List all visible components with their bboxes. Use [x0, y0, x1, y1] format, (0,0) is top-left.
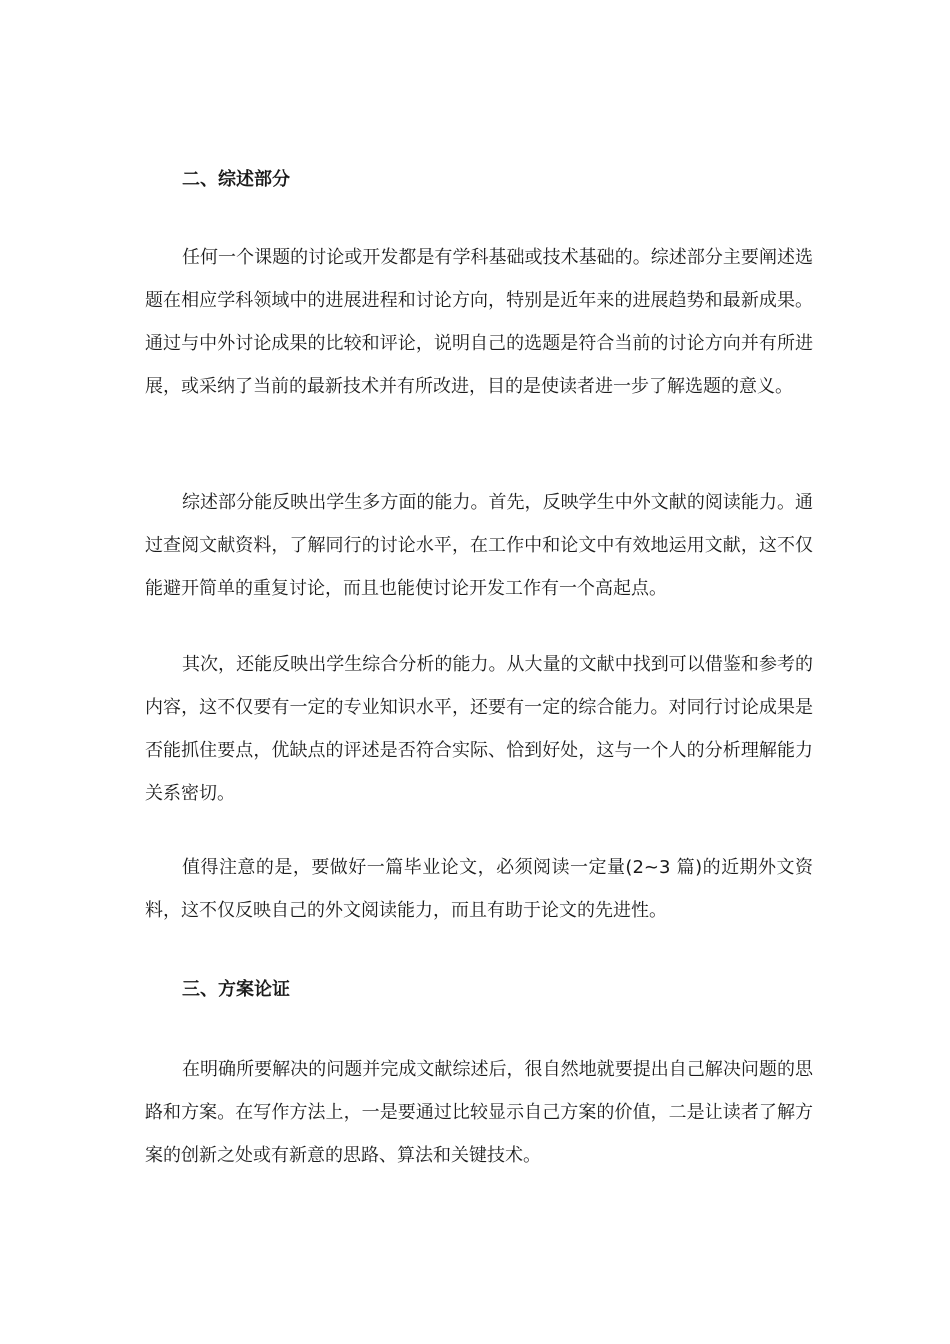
paragraph-proposal-intro: 在明确所要解决的问题并完成文献综述后，很自然地就要提出自己解决问题的思路和方案。在写作方法上，一是要通过比较显示自己方案的价值，二是让读者了解方案的创新之处或有新意的思路、算法和关键技术。	[145, 1059, 813, 1166]
paragraph-summary-intro: 任何一个课题的讨论或开发都是有学科基础或技术基础的。综述部分主要阐述选题在相应学科领域中的进展进程和讨论方向，特别是近年来的进展趋势和最新成果。通过与中外讨论成果的比较和评论，说明自己的选题是符合当前的讨论方向并有所进展，或采纳了当前的最新技术并有所改进，目的是使读者进一步了解选题的意义。	[145, 247, 813, 397]
paragraph-summary-abilities: 综述部分能反映出学生多方面的能力。首先，反映学生中外文献的阅读能力。通过查阅文献资料，了解同行的讨论水平，在工作中和论文中有效地运用文献，这不仅能避开简单的重复讨论，而且也能使讨论开发工作有一个高起点。	[145, 492, 813, 599]
paragraph-summary-foreign-literature: 值得注意的是，要做好一篇毕业论文，必须阅读一定量(2~3 篇)的近期外文资料，这不仅反映自己的外文阅读能力，而且有助于论文的先进性。	[145, 857, 813, 921]
section-heading-summary: 二、综述部分	[182, 169, 290, 190]
section-heading-proposal: 三、方案论证	[182, 979, 290, 1000]
paragraph-summary-analysis: 其次，还能反映出学生综合分析的能力。从大量的文献中找到可以借鉴和参考的内容，这不仅要有一定的专业知识水平，还要有一定的综合能力。对同行讨论成果是否能抓住要点，优缺点的评述是否符合实际、恰到好处，这与一个人的分析理解能力关系密切。	[145, 654, 813, 804]
